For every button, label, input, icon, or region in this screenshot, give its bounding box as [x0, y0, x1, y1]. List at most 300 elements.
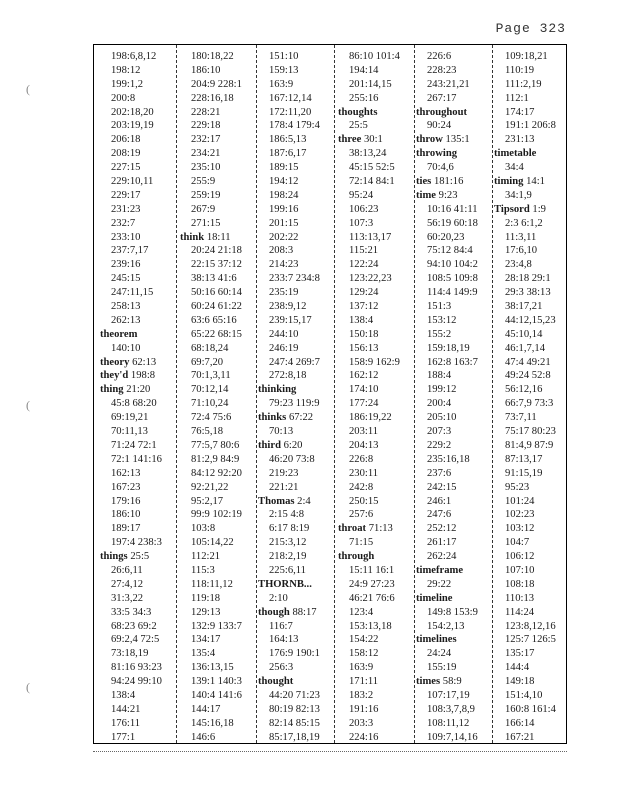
index-reference: 145:16,18 — [191, 717, 234, 729]
index-term-word: thoughts — [338, 106, 378, 118]
column-divider — [176, 45, 177, 743]
index-term-word: though — [258, 606, 290, 618]
column-divider — [256, 45, 257, 743]
index-reference: 134:17 — [191, 634, 221, 646]
index-reference: 138:4 — [111, 689, 136, 701]
index-reference: 73:7,11 — [505, 412, 537, 424]
index-term — [416, 106, 492, 120]
index-term — [100, 369, 174, 383]
index-reference: 84:12 92:20 — [191, 467, 242, 479]
index-column-5 — [416, 50, 492, 743]
index-reference: 56:12,16 — [505, 384, 543, 396]
index-reference: 82:14 85:15 — [269, 717, 320, 729]
index-reference: 167:23 — [111, 481, 141, 493]
index-term — [416, 175, 492, 189]
index-reference: 99:9 102:19 — [191, 509, 242, 521]
index-reference: 45:15 52:5 — [349, 162, 395, 174]
index-reference: 144:17 — [191, 703, 221, 715]
index-reference: 38:13 41:6 — [191, 273, 237, 285]
index-reference: 199:1,2 — [111, 78, 144, 90]
index-reference: 102:23 — [505, 509, 535, 521]
index-reference: 65:22 68:15 — [191, 328, 242, 340]
index-reference: 228:21 — [191, 106, 221, 118]
index-reference: 267:9 — [191, 203, 216, 215]
index-reference: 60:20,23 — [427, 231, 465, 243]
index-reference: 75:12 84:4 — [427, 245, 473, 257]
index-term — [416, 189, 492, 203]
index-reference: 72:1 141:16 — [111, 453, 162, 465]
index-reference: 242:8 — [349, 481, 374, 493]
index-term — [338, 133, 414, 147]
index-reference: 238:9,12 — [269, 301, 307, 313]
index-reference: 176:9 190:1 — [269, 648, 320, 660]
index-term-word: throwing — [416, 148, 458, 160]
index-term-word: time — [416, 189, 436, 201]
index-term — [258, 606, 336, 620]
index-reference: 186:19,22 — [349, 412, 392, 424]
index-term — [338, 550, 414, 564]
index-reference: 45:8 68:20 — [111, 398, 157, 410]
index-term-refs: 135:1 — [445, 134, 470, 146]
index-reference: 144:21 — [111, 703, 141, 715]
index-reference: 63:6 65:16 — [191, 314, 237, 326]
index-column-4 — [338, 50, 414, 743]
index-reference: 81:4,9 87:9 — [505, 439, 554, 451]
index-term-refs: 25:5 — [130, 551, 150, 563]
index-reference: 163:9 — [269, 78, 294, 90]
index-reference: 91:15,19 — [505, 467, 543, 479]
index-reference: 250:15 — [349, 495, 379, 507]
index-reference: 198:6,8,12 — [111, 51, 157, 62]
index-reference: 155:2 — [427, 328, 452, 340]
index-reference: 163:9 — [349, 662, 374, 674]
index-reference: 199:16 — [269, 203, 299, 215]
index-reference: 24:9 27:23 — [349, 578, 395, 590]
index-reference: 10:16 41:11 — [427, 203, 478, 215]
index-reference: 90:24 — [427, 120, 452, 132]
index-reference: 186:10 — [111, 509, 141, 521]
index-reference: 162:8 163:7 — [427, 356, 478, 368]
index-reference: 259:19 — [191, 189, 221, 201]
index-reference: 137:12 — [349, 301, 379, 313]
index-term — [258, 495, 336, 509]
index-reference: 149:8 153:9 — [427, 606, 478, 618]
index-reference: 95:23 — [505, 481, 530, 493]
index-term-word: thinking — [258, 384, 297, 396]
index-term — [258, 675, 336, 689]
index-reference: 205:10 — [427, 412, 457, 424]
index-term-word: throw — [416, 134, 443, 146]
index-term-word: timing — [494, 176, 524, 188]
index-reference: 159:13 — [269, 64, 299, 76]
index-reference: 272:8,18 — [269, 370, 307, 382]
index-reference: 247:4 269:7 — [269, 356, 320, 368]
index-reference: 243:21,21 — [427, 78, 470, 90]
index-reference: 244:10 — [269, 328, 299, 340]
index-reference: 221:21 — [269, 481, 299, 493]
index-reference: 179:16 — [111, 495, 141, 507]
index-reference: 146:6 — [191, 731, 216, 743]
index-reference: 103:12 — [505, 523, 535, 535]
index-reference: 202:22 — [269, 231, 299, 243]
footer-rule — [93, 751, 567, 752]
index-reference: 105:14,22 — [191, 537, 234, 549]
index-column-6 — [494, 50, 566, 743]
index-reference: 2:15 4:8 — [269, 509, 305, 521]
index-reference: 188:4 — [427, 370, 452, 382]
index-reference: 206:18 — [111, 134, 141, 146]
index-reference: 79:23 119:9 — [269, 398, 320, 410]
index-reference: 255:16 — [349, 92, 379, 104]
index-term-refs: 181:16 — [433, 176, 464, 188]
index-reference: 116:7 — [269, 620, 293, 632]
index-reference: 66:7,9 73:3 — [505, 398, 554, 410]
index-term-word: times — [416, 676, 441, 688]
index-reference: 111:2,19 — [505, 78, 542, 90]
index-reference: 119:18 — [191, 592, 221, 604]
index-reference: 197:4 238:3 — [111, 537, 162, 549]
index-reference: 33:5 34:3 — [111, 606, 152, 618]
index-term-refs: 71:13 — [368, 523, 393, 535]
index-term-refs: 198:8 — [130, 370, 156, 382]
index-reference: 256:3 — [269, 662, 294, 674]
index-reference: 187:6,17 — [269, 148, 307, 160]
index-term-refs: 6:20 — [283, 439, 303, 451]
index-term — [416, 675, 492, 689]
index-reference: 201:15 — [269, 217, 299, 229]
index-term-refs: 14:1 — [526, 176, 545, 188]
index-reference: 180:18,22 — [191, 51, 234, 62]
index-reference: 27:4,12 — [111, 578, 144, 590]
index-reference: 235:19 — [269, 287, 299, 299]
index-reference: 229:10,11 — [111, 176, 154, 188]
index-reference: 112:21 — [191, 551, 221, 563]
index-reference: 233:7 234:8 — [269, 273, 320, 285]
index-reference: 186:5,13 — [269, 134, 307, 146]
index-reference: 118:11,12 — [191, 578, 233, 590]
index-reference: 151:4,10 — [505, 689, 543, 701]
index-reference: 262:24 — [427, 551, 457, 563]
index-reference: 94:10 104:2 — [427, 259, 478, 271]
index-reference: 129:13 — [191, 606, 221, 618]
index-reference: 49:24 52:8 — [505, 370, 551, 382]
index-reference: 132:9 133:7 — [191, 620, 242, 632]
column-divider — [334, 45, 335, 743]
index-reference: 94:24 99:10 — [111, 676, 162, 688]
index-term-word: thing — [100, 384, 124, 396]
index-reference: 15:11 16:1 — [349, 564, 395, 576]
index-reference: 17:6,10 — [505, 245, 538, 257]
index-reference: 167:12,14 — [269, 92, 312, 104]
index-reference: 24:24 — [427, 648, 452, 660]
index-reference: 113:13,17 — [349, 231, 392, 243]
index-term-refs: 1:9 — [532, 203, 546, 215]
index-reference: 219:23 — [269, 467, 299, 479]
index-column-2 — [180, 50, 254, 743]
index-reference: 71:24 72:1 — [111, 439, 157, 451]
index-reference: 108:5 109:8 — [427, 273, 478, 285]
index-reference: 159:18,19 — [427, 342, 470, 354]
index-reference: 109:7,14,16 — [427, 731, 478, 743]
index-reference: 106:12 — [505, 551, 535, 563]
index-reference: 46:1,7,14 — [505, 342, 546, 354]
index-reference: 229:2 — [427, 439, 452, 451]
index-reference: 71:10,24 — [191, 398, 229, 410]
index-reference: 11:3,11 — [505, 231, 537, 243]
index-reference: 123:8,12,16 — [505, 620, 556, 632]
index-reference: 186:10 — [191, 64, 221, 76]
index-term-word: thought — [258, 676, 294, 688]
index-term-word: three — [338, 134, 362, 146]
index-reference: 267:17 — [427, 92, 457, 104]
index-term — [258, 411, 336, 425]
index-term-word: Thomas — [258, 495, 295, 507]
index-reference: 20:24 21:18 — [191, 245, 242, 257]
index-reference: 200:8 — [111, 92, 136, 104]
index-reference: 246:19 — [269, 342, 299, 354]
index-term — [338, 106, 414, 120]
index-reference: 110:19 — [505, 64, 535, 76]
index-term-word: timetable — [494, 148, 537, 160]
index-reference: 235:16,18 — [427, 453, 470, 465]
index-reference: 85:17,18,19 — [269, 731, 320, 743]
index-reference: 233:10 — [111, 231, 141, 243]
index-reference: 6:17 8:19 — [269, 523, 310, 535]
index-reference: 207:3 — [427, 426, 452, 438]
index-reference: 271:15 — [191, 217, 221, 229]
index-term — [258, 578, 336, 592]
index-reference: 171:11 — [349, 676, 379, 688]
index-reference: 234:21 — [191, 148, 221, 160]
index-reference: 245:15 — [111, 273, 141, 285]
index-reference: 70:11,13 — [111, 426, 148, 438]
index-reference: 224:16 — [349, 731, 379, 743]
index-reference: 262:13 — [111, 314, 141, 326]
index-term — [258, 383, 336, 397]
index-reference: 191:16 — [349, 703, 379, 715]
index-reference: 92:21,22 — [191, 481, 229, 493]
index-reference: 178:4 179:4 — [269, 120, 320, 132]
index-term-refs: 58:9 — [442, 676, 462, 688]
index-term-word: throat — [338, 523, 367, 535]
index-reference: 80:19 82:13 — [269, 703, 320, 715]
index-reference: 231:13 — [505, 134, 535, 146]
index-reference: 108:11,12 — [427, 717, 470, 729]
index-term — [100, 383, 174, 397]
index-reference: 151:3 — [427, 301, 452, 313]
index-reference: 226:6 — [427, 51, 452, 62]
index-reference: 189:17 — [111, 523, 141, 535]
index-reference: 101:24 — [505, 495, 535, 507]
index-reference: 47:4 49:21 — [505, 356, 551, 368]
index-reference: 199:12 — [427, 384, 457, 396]
index-reference: 76:5,18 — [191, 426, 224, 438]
index-reference: 198:12 — [111, 64, 141, 76]
index-reference: 81:16 93:23 — [111, 662, 162, 674]
index-reference: 208:19 — [111, 148, 141, 160]
index-reference: 158:12 — [349, 648, 379, 660]
index-reference: 153:13,18 — [349, 620, 392, 632]
index-term-word: thinks — [258, 412, 287, 424]
index-term — [100, 356, 174, 370]
index-term — [258, 439, 336, 453]
index-reference: 258:13 — [111, 301, 141, 313]
index-reference: 194:12 — [269, 176, 299, 188]
index-term-refs: 21:20 — [126, 384, 151, 396]
index-reference: 69:2,4 72:5 — [111, 634, 160, 646]
index-term — [416, 147, 492, 161]
index-term-word: theory — [100, 356, 130, 368]
index-term-word: third — [258, 439, 281, 451]
index-term-word: timelines — [416, 634, 457, 646]
index-term-refs: 88:17 — [292, 606, 317, 618]
index-reference: 68:18,24 — [191, 342, 229, 354]
index-term — [338, 522, 414, 536]
index-term — [494, 147, 566, 161]
index-term-word: through — [338, 551, 375, 563]
index-reference: 129:24 — [349, 287, 379, 299]
index-reference: 110:13 — [505, 592, 535, 604]
index-reference: 230:11 — [349, 467, 379, 479]
index-reference: 70:13 — [269, 426, 294, 438]
index-reference: 112:1 — [505, 92, 529, 104]
index-reference: 68:23 69:2 — [111, 620, 157, 632]
index-term-word: ties — [416, 176, 432, 188]
index-reference: 158:9 162:9 — [349, 356, 400, 368]
index-reference: 26:6,11 — [111, 564, 143, 576]
index-reference: 44:12,15,23 — [505, 314, 556, 326]
index-reference: 140:4 141:6 — [191, 689, 242, 701]
index-reference: 107:17,19 — [427, 689, 470, 701]
index-reference: 95:24 — [349, 189, 374, 201]
index-reference: 144:4 — [505, 662, 530, 674]
index-term-refs: 18:11 — [206, 231, 231, 243]
index-term — [100, 550, 174, 564]
index-reference: 155:19 — [427, 662, 457, 674]
index-reference: 34:1,9 — [505, 189, 532, 201]
index-reference: 46:20 73:8 — [269, 453, 315, 465]
index-term-refs: 9:23 — [438, 189, 458, 201]
index-reference: 202:18,20 — [111, 106, 154, 118]
index-term — [180, 231, 254, 245]
index-term-word: theorem — [100, 328, 138, 340]
index-term — [416, 133, 492, 147]
index-frame — [93, 44, 567, 744]
index-reference: 28:18 29:1 — [505, 273, 551, 285]
index-reference: 106:23 — [349, 203, 379, 215]
index-reference: 139:1 140:3 — [191, 676, 242, 688]
index-reference: 200:4 — [427, 398, 452, 410]
index-reference: 81:2,9 84:9 — [191, 453, 240, 465]
index-reference: 194:14 — [349, 64, 379, 76]
index-reference: 225:6,11 — [269, 564, 306, 576]
index-reference: 123:22,23 — [349, 273, 392, 285]
index-reference: 44:20 71:23 — [269, 689, 320, 701]
index-reference: 140:10 — [111, 342, 141, 354]
index-reference: 72:4 75:6 — [191, 412, 232, 424]
index-column-1 — [100, 50, 174, 743]
index-reference: 215:3,12 — [269, 537, 307, 549]
index-reference: 75:17 80:23 — [505, 426, 556, 438]
index-reference: 60:24 61:22 — [191, 301, 242, 313]
index-reference: 149:18 — [505, 676, 535, 688]
index-term — [100, 328, 174, 342]
index-term-word: throughout — [416, 106, 468, 118]
index-reference: 218:2,19 — [269, 551, 307, 563]
index-reference: 25:5 — [349, 120, 368, 132]
index-reference: 247:11,15 — [111, 287, 154, 299]
index-reference: 255:9 — [191, 176, 216, 188]
index-reference: 228:16,18 — [191, 92, 234, 104]
index-reference: 56:19 60:18 — [427, 217, 478, 229]
column-divider — [414, 45, 415, 743]
index-term-refs: 62:13 — [132, 356, 157, 368]
index-reference: 228:23 — [427, 64, 457, 76]
column-divider — [492, 45, 493, 743]
index-term-word: timeframe — [416, 564, 464, 576]
index-term — [416, 592, 492, 606]
index-reference: 77:5,7 80:6 — [191, 439, 240, 451]
margin-mark: ( — [26, 398, 30, 412]
index-reference: 239:15,17 — [269, 314, 312, 326]
index-reference: 204:9 228:1 — [191, 78, 242, 90]
index-reference: 86:10 101:4 — [349, 51, 400, 62]
index-reference: 208:3 — [269, 245, 294, 257]
index-reference: 177:1 — [111, 731, 136, 743]
index-term-word: THORNB... — [258, 578, 312, 590]
index-reference: 235:10 — [191, 162, 221, 174]
index-term-word: Tipsord — [494, 203, 530, 215]
index-reference: 229:17 — [111, 189, 141, 201]
index-term-word: timeline — [416, 592, 453, 604]
index-reference: 150:18 — [349, 328, 379, 340]
index-reference: 203:3 — [349, 717, 374, 729]
index-term — [494, 175, 566, 189]
index-reference: 204:13 — [349, 439, 379, 451]
index-reference: 135:17 — [505, 648, 535, 660]
index-reference: 261:17 — [427, 537, 457, 549]
index-reference: 108:18 — [505, 578, 535, 590]
index-reference: 201:14,15 — [349, 78, 392, 90]
index-reference: 151:10 — [269, 51, 299, 62]
index-reference: 232:7 — [111, 217, 136, 229]
index-reference: 183:2 — [349, 689, 374, 701]
index-reference: 154:22 — [349, 634, 379, 646]
index-reference: 191:1 206:8 — [505, 120, 556, 132]
index-reference: 50:16 60:14 — [191, 287, 242, 299]
index-reference: 156:13 — [349, 342, 379, 354]
index-reference: 252:12 — [427, 523, 457, 535]
index-reference: 114:4 149:9 — [427, 287, 478, 299]
index-reference: 229:18 — [191, 120, 221, 132]
index-reference: 203:19,19 — [111, 120, 154, 132]
index-reference: 247:6 — [427, 509, 452, 521]
index-reference: 135:4 — [191, 648, 216, 660]
index-reference: 153:12 — [427, 314, 457, 326]
index-term-refs: 30:1 — [364, 134, 383, 146]
index-reference: 70:12,14 — [191, 384, 229, 396]
index-reference: 115:21 — [349, 245, 379, 257]
index-reference: 107:3 — [349, 217, 374, 229]
index-reference: 214:23 — [269, 259, 299, 271]
index-reference: 160:8 161:4 — [505, 703, 556, 715]
index-reference: 22:15 37:12 — [191, 259, 242, 271]
index-reference: 154:2,13 — [427, 620, 465, 632]
index-reference: 2:3 6:1,2 — [505, 217, 543, 229]
index-reference: 34:4 — [505, 162, 524, 174]
index-reference: 198:24 — [269, 189, 299, 201]
index-reference: 125:7 126:5 — [505, 634, 556, 646]
